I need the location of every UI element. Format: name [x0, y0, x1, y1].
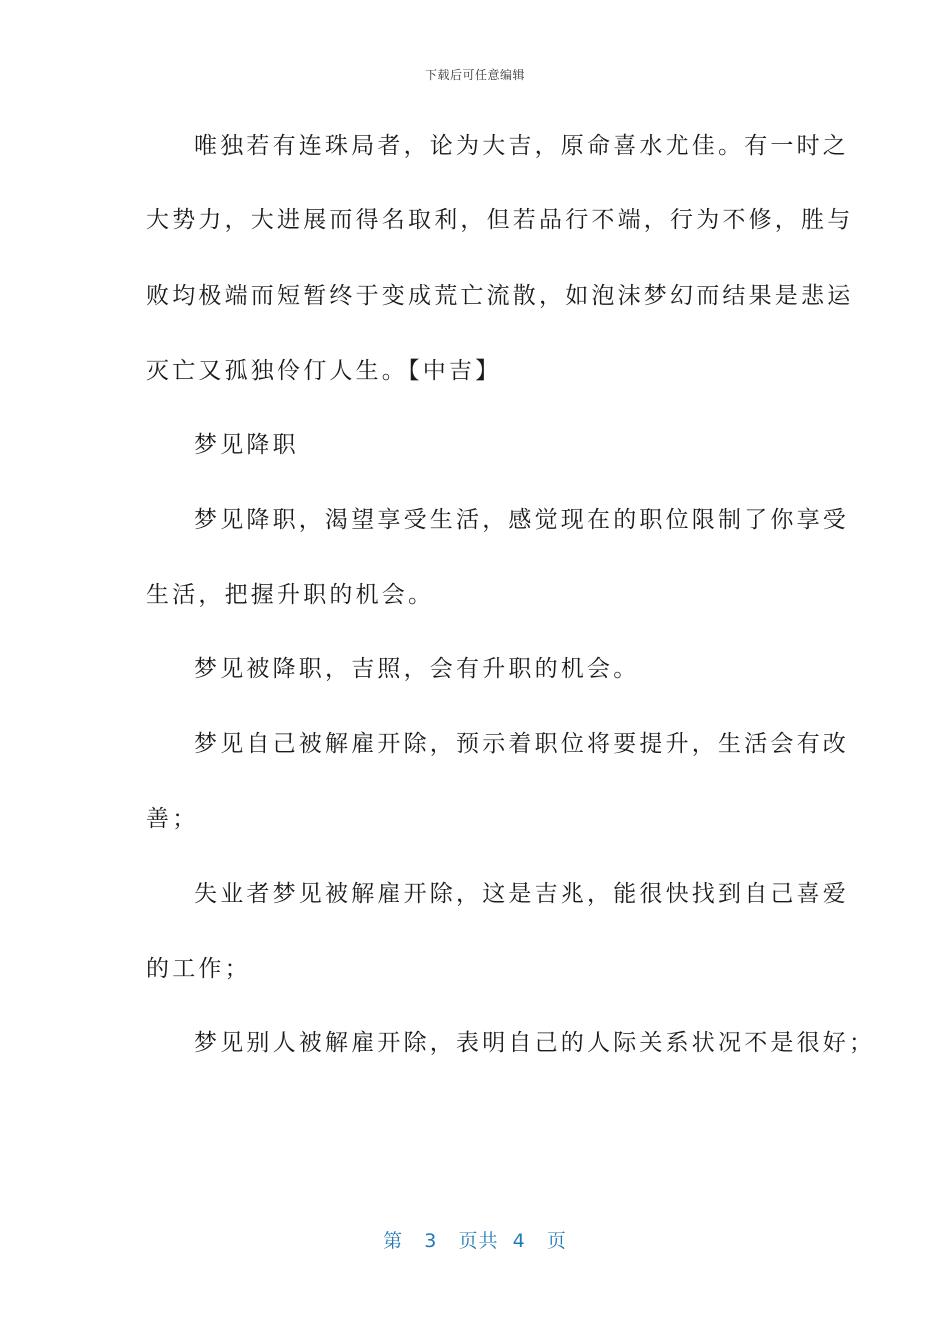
- paragraph-line: 善；: [146, 806, 199, 832]
- paragraph-line: 梦见被降职，吉照，会有升职的机会。: [194, 656, 640, 682]
- paragraph-line: 梦见降职，渴望享受生活，感觉现在的职位限制了你享受: [194, 507, 849, 533]
- paragraph-line: 败均极端而短暂终于变成荒亡流散，如泡沫梦幻而结果是悲运: [146, 283, 854, 309]
- footer-suffix: 页: [546, 1230, 567, 1252]
- page-footer: [0, 1226, 950, 1253]
- page-header: 下载后可任意编辑: [424, 68, 525, 82]
- paragraph-line: 唯独若有连珠局者，论为大吉，原命喜水尤佳。有一时之: [194, 133, 849, 159]
- paragraph-line: 灭亡又孤独伶仃人生。【中吉】: [146, 358, 502, 384]
- paragraph-line: 大势力，大进展而得名取利，但若品行不端，行为不修，胜与: [146, 207, 854, 233]
- paragraph-line: 梦见别人被解雇开除，表明自己的人际关系状况不是很好；: [194, 1030, 876, 1056]
- section-heading: 梦见降职: [194, 432, 299, 458]
- current-page-number: 3: [424, 1230, 438, 1252]
- paragraph-line: 失业者梦见被解雇开除，这是吉兆，能很快找到自己喜爱: [194, 881, 849, 907]
- footer-prefix: 第: [383, 1230, 404, 1252]
- paragraph-line: 生活，把握升职的机会。: [146, 582, 435, 608]
- paragraph-line: 梦见自己被解雇开除，预示着职位将要提升，生活会有改: [194, 731, 849, 757]
- footer-middle: 页共: [458, 1230, 499, 1252]
- paragraph-line: 的工作；: [146, 956, 251, 982]
- total-pages-number: 4: [512, 1230, 526, 1252]
